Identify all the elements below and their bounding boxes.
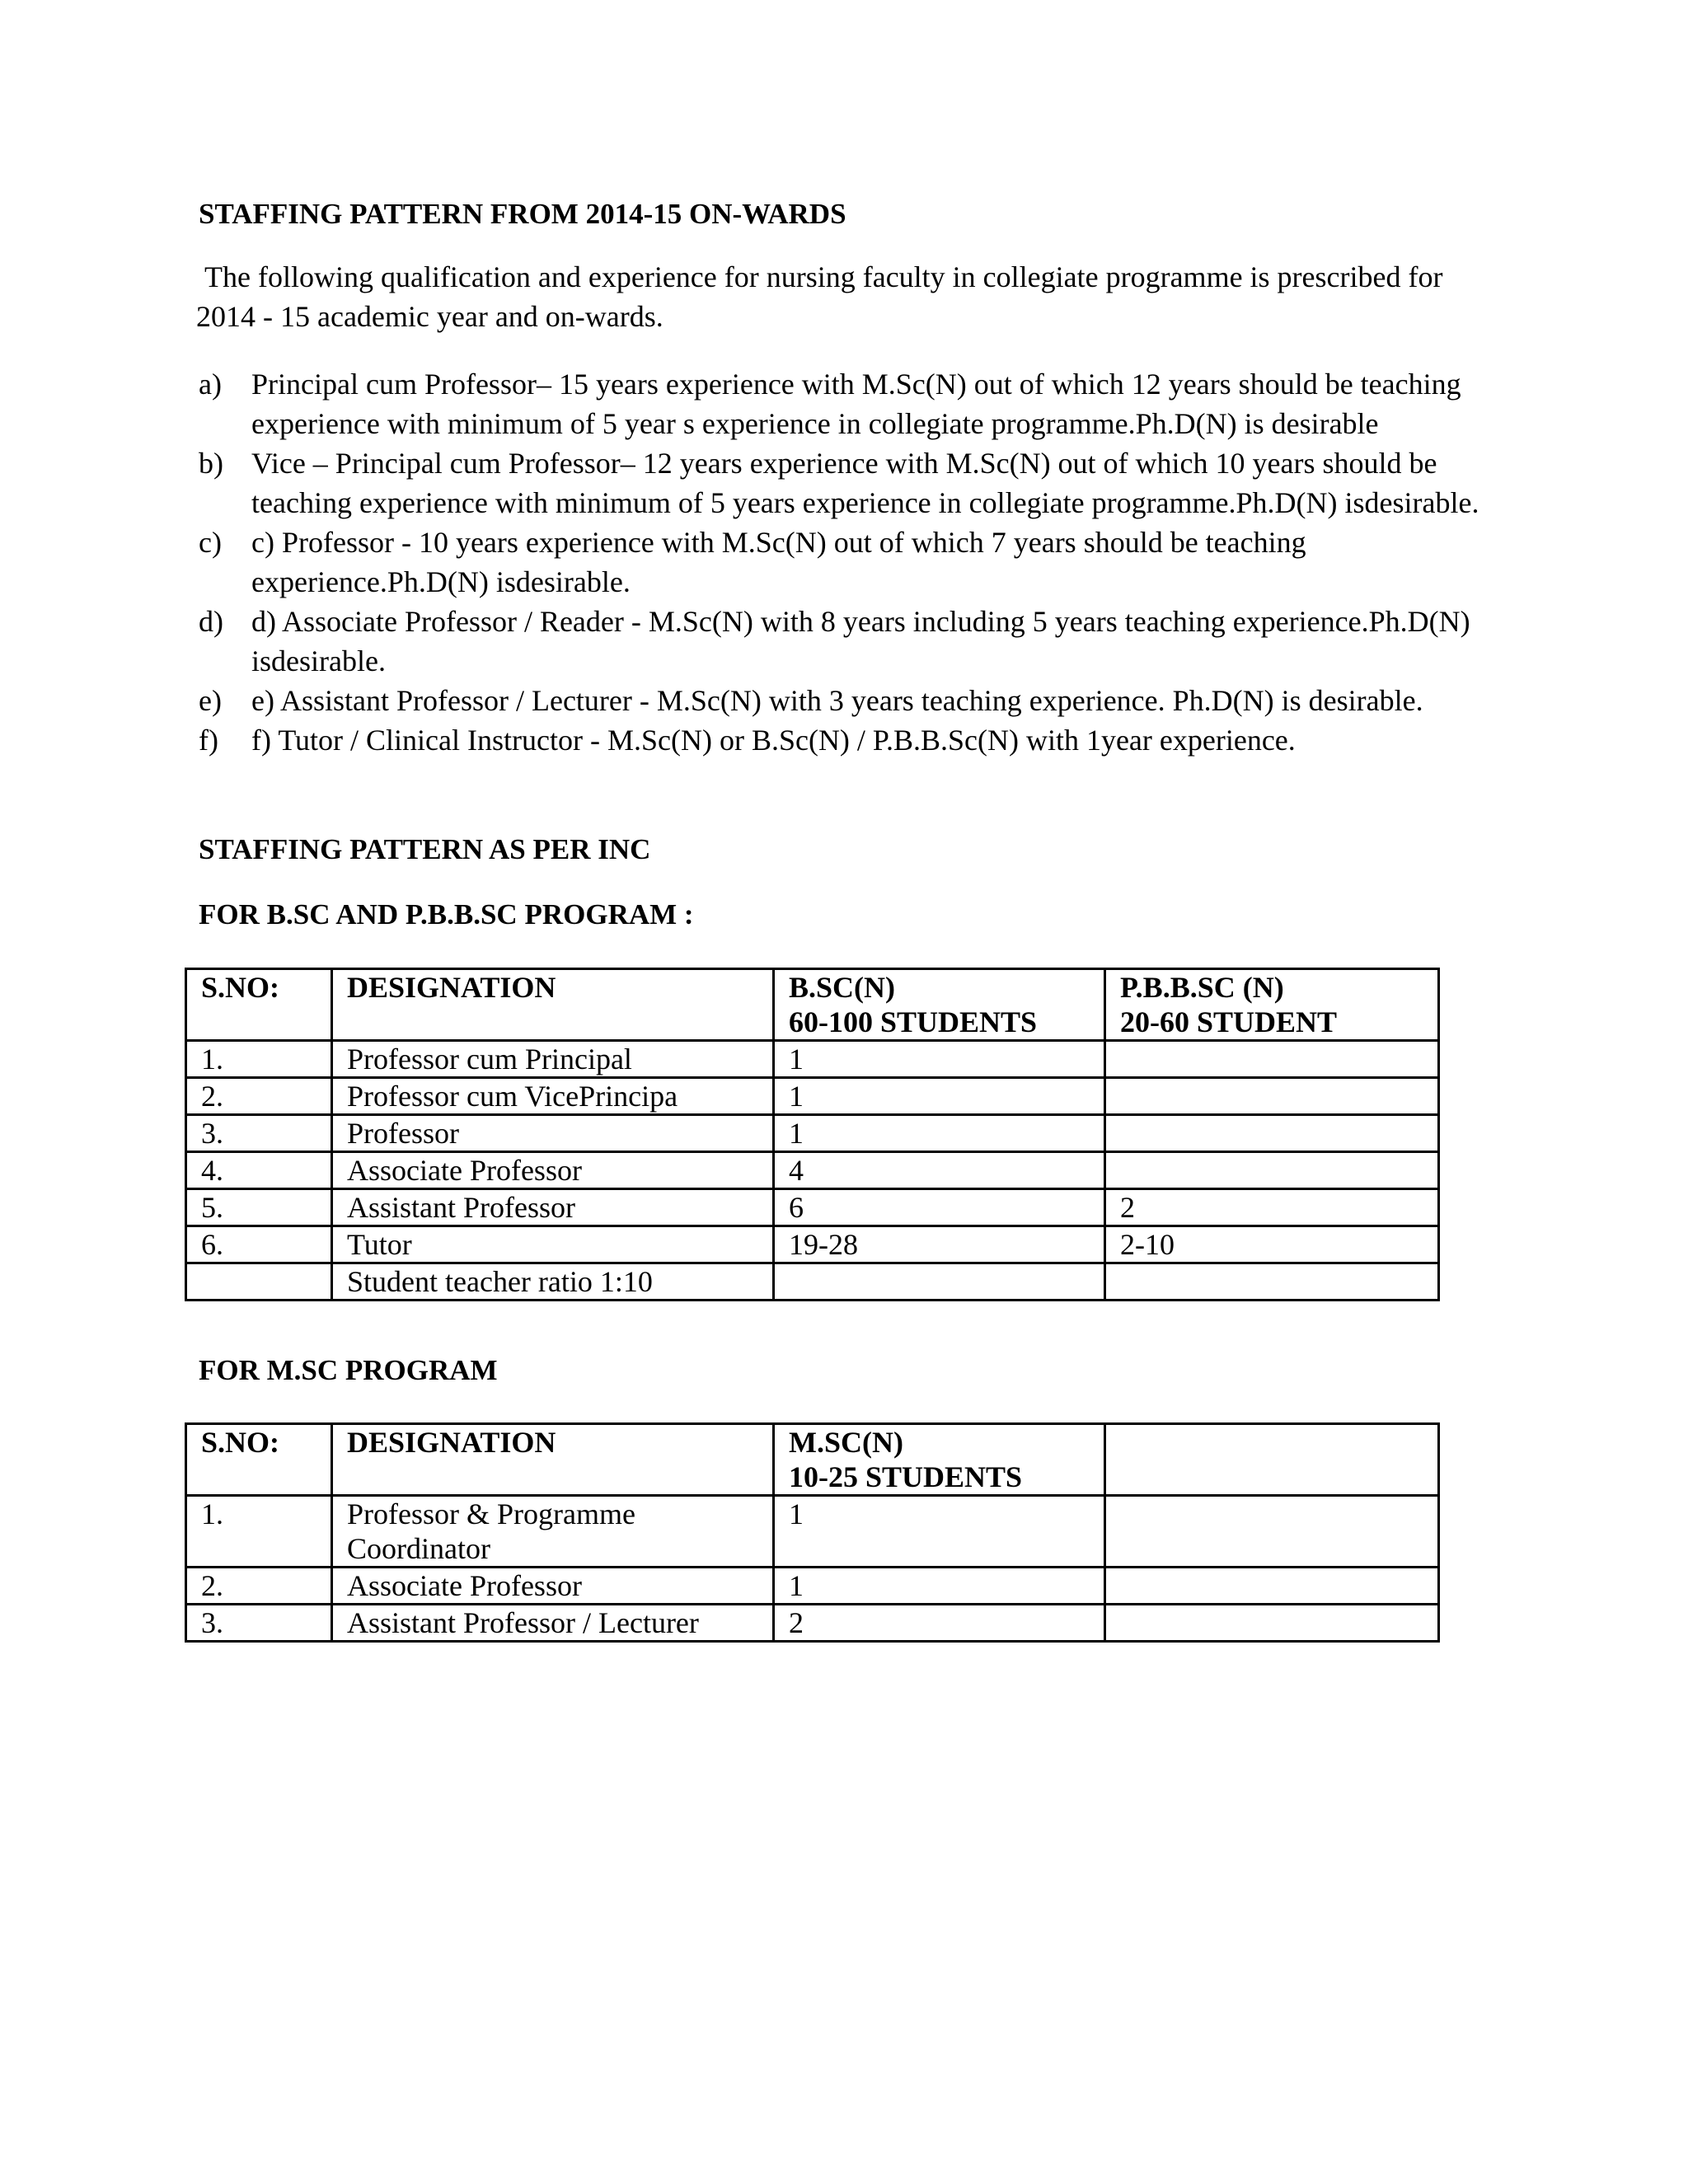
cell-bsc: 19-28 bbox=[774, 1226, 1105, 1263]
cell-pbbsc: 2-10 bbox=[1105, 1226, 1439, 1263]
list-item-text: e) Assistant Professor / Lecturer - M.Sc(N) with 3 years teaching experience. Ph.D(N) is desirable. bbox=[251, 684, 1423, 717]
col-header-sno: S.NO: bbox=[186, 1424, 332, 1496]
cell-designation: Associate Professor bbox=[332, 1568, 774, 1605]
cell-empty bbox=[1105, 1568, 1439, 1605]
page-title: STAFFING PATTERN FROM 2014-15 ON-WARDS bbox=[199, 198, 846, 230]
cell-sno: 6. bbox=[186, 1226, 332, 1263]
list-item bbox=[199, 443, 1509, 523]
col-header-designation: DESIGNATION bbox=[332, 969, 774, 1041]
cell-msc: 1 bbox=[774, 1568, 1105, 1605]
cell-designation: Professor cum VicePrincipa bbox=[332, 1078, 774, 1115]
qualification-list bbox=[199, 364, 1509, 760]
cell-pbbsc bbox=[1105, 1115, 1439, 1152]
cell-msc: 1 bbox=[774, 1496, 1105, 1568]
cell-designation: Assistant Professor bbox=[332, 1189, 774, 1226]
list-item bbox=[199, 681, 1509, 720]
cell-pbbsc bbox=[1105, 1078, 1439, 1115]
cell-msc: 2 bbox=[774, 1605, 1105, 1642]
list-item bbox=[199, 602, 1509, 681]
msc-program-heading: FOR M.SC PROGRAM bbox=[199, 1354, 498, 1386]
col-header-bsc: B.SC(N) 60-100 STUDENTS bbox=[774, 969, 1105, 1041]
list-item bbox=[199, 364, 1509, 443]
list-item-label: d) bbox=[199, 605, 223, 638]
cell-designation: Student teacher ratio 1:10 bbox=[332, 1263, 774, 1301]
cell-pbbsc bbox=[1105, 1263, 1439, 1301]
cell-bsc: 4 bbox=[774, 1152, 1105, 1189]
col-header-empty bbox=[1105, 1424, 1439, 1496]
col-header-msc: M.SC(N) 10-25 STUDENTS bbox=[774, 1424, 1105, 1496]
inc-heading: STAFFING PATTERN AS PER INC bbox=[199, 833, 651, 865]
cell-bsc: 1 bbox=[774, 1078, 1105, 1115]
cell-sno: 2. bbox=[186, 1078, 332, 1115]
cell-bsc bbox=[774, 1263, 1105, 1301]
cell-designation: Professor bbox=[332, 1115, 774, 1152]
table-header-row bbox=[186, 1424, 1439, 1496]
cell-bsc: 6 bbox=[774, 1189, 1105, 1226]
col-header-pbbsc: P.B.B.SC (N) 20-60 STUDENT bbox=[1105, 969, 1439, 1041]
table-row bbox=[186, 1189, 1439, 1226]
list-item-text: Vice – Principal cum Professor– 12 years experience with M.Sc(N) out of which 10 years should be teaching experience with minimum of 5 years experience in collegiate programme.Ph.D(N) isdesirable. bbox=[251, 447, 1479, 519]
table-row bbox=[186, 1496, 1439, 1568]
cell-pbbsc bbox=[1105, 1152, 1439, 1189]
table-header-row bbox=[186, 969, 1439, 1041]
cell-designation: Tutor bbox=[332, 1226, 774, 1263]
cell-bsc: 1 bbox=[774, 1115, 1105, 1152]
bsc-staffing-table bbox=[185, 968, 1440, 1301]
cell-sno bbox=[186, 1263, 332, 1301]
col-header-designation: DESIGNATION bbox=[332, 1424, 774, 1496]
list-item bbox=[199, 720, 1509, 760]
msc-staffing-table bbox=[185, 1422, 1440, 1643]
table-row bbox=[186, 1115, 1439, 1152]
cell-empty bbox=[1105, 1496, 1439, 1568]
table-row bbox=[186, 1078, 1439, 1115]
cell-pbbsc bbox=[1105, 1041, 1439, 1078]
list-item-text: c) Professor - 10 years experience with M.Sc(N) out of which 7 years should be teaching experience.Ph.D(N) isdesirable. bbox=[251, 526, 1306, 598]
list-item-label: c) bbox=[199, 526, 222, 559]
list-item-text: d) Associate Professor / Reader - M.Sc(N) with 8 years including 5 years teaching experience.Ph.D(N) isdesirable. bbox=[251, 605, 1470, 677]
list-item-label: e) bbox=[199, 684, 222, 717]
cell-pbbsc: 2 bbox=[1105, 1189, 1439, 1226]
cell-designation: Assistant Professor / Lecturer bbox=[332, 1605, 774, 1642]
bsc-program-heading: FOR B.SC AND P.B.B.SC PROGRAM : bbox=[199, 898, 694, 930]
list-item-label: a) bbox=[199, 368, 222, 401]
intro-paragraph: The following qualification and experience for nursing faculty in collegiate programme is prescribed for 2014 - 15 academic year and on-wards. bbox=[196, 260, 1443, 333]
list-item-label: f) bbox=[199, 724, 218, 757]
cell-designation: Professor cum Principal bbox=[332, 1041, 774, 1078]
table-row bbox=[186, 1263, 1439, 1301]
list-item bbox=[199, 523, 1509, 602]
cell-designation: Professor & Programme Coordinator bbox=[332, 1496, 774, 1568]
table-row bbox=[186, 1568, 1439, 1605]
cell-bsc: 1 bbox=[774, 1041, 1105, 1078]
cell-sno: 1. bbox=[186, 1041, 332, 1078]
cell-sno: 1. bbox=[186, 1496, 332, 1568]
cell-empty bbox=[1105, 1605, 1439, 1642]
cell-sno: 3. bbox=[186, 1115, 332, 1152]
list-item-text: f) Tutor / Clinical Instructor - M.Sc(N) or B.Sc(N) / P.B.B.Sc(N) with 1year experience. bbox=[251, 724, 1296, 757]
col-header-sno: S.NO: bbox=[186, 969, 332, 1041]
cell-sno: 3. bbox=[186, 1605, 332, 1642]
cell-sno: 5. bbox=[186, 1189, 332, 1226]
table-row bbox=[186, 1152, 1439, 1189]
table-row bbox=[186, 1605, 1439, 1642]
list-item-text: Principal cum Professor– 15 years experience with M.Sc(N) out of which 12 years should be teaching experience with minimum of 5 year s experience in collegiate programme.Ph.D(N) is desirable bbox=[251, 368, 1461, 440]
cell-sno: 2. bbox=[186, 1568, 332, 1605]
list-item-label: b) bbox=[199, 447, 223, 480]
table-row bbox=[186, 1041, 1439, 1078]
cell-designation: Associate Professor bbox=[332, 1152, 774, 1189]
table-row bbox=[186, 1226, 1439, 1263]
cell-sno: 4. bbox=[186, 1152, 332, 1189]
